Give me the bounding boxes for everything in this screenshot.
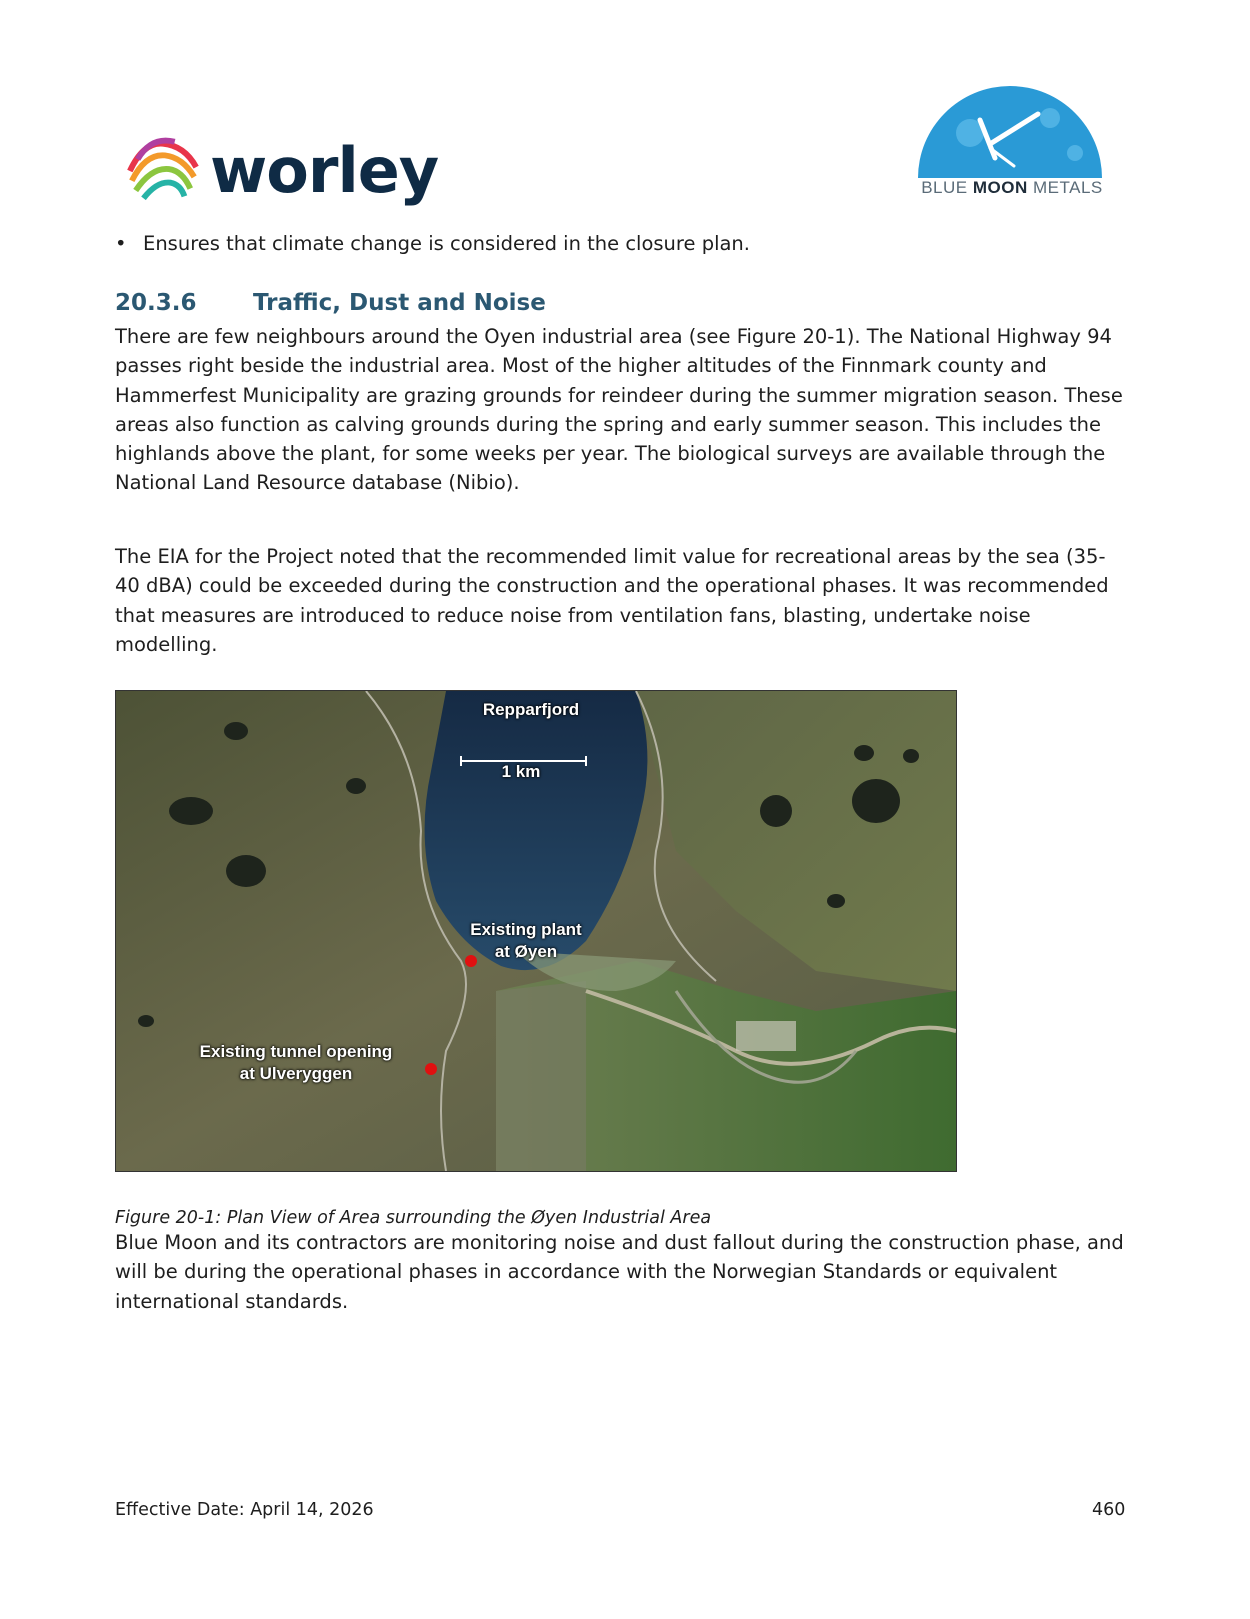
bullet-text: Ensures that climate change is considered in the closure plan. [143,232,750,255]
bullet-marker: • [115,232,127,255]
map-label-tunnel: Existing tunnel opening at Ulveryggen [199,1042,393,1083]
footer-page-number: 460 [1092,1500,1126,1520]
worley-wordmark: worley [210,134,439,207]
worley-logo [124,132,438,210]
paragraph-eia-noise: The EIA for the Project noted that the recommended limit value for recreational areas by the sea (35-40 dBA) could be exceeded during the construction and the operational phases. It was recommended that measures are introduced to reduce noise from ventilation fans, blasting, undertake noise modelling. [115,545,1109,656]
figure-satellite-map [115,690,957,1172]
section-heading [115,290,546,316]
figure-caption: Figure 20-1: Plan View of Area surrounding the Øyen Industrial Area [115,1208,712,1228]
blue-moon-wordmark: BLUE MOON METALS [921,178,1103,197]
bullet-item [115,232,750,255]
section-title: Traffic, Dust and Noise [253,290,546,316]
paragraph-monitoring: Blue Moon and its contractors are monitoring noise and dust fallout during the construction phase, and will be during the operational phases in accordance with the Norwegian Standards or equivalent international standards. [115,1231,1124,1313]
paragraph-neighbours: There are few neighbours around the Oyen industrial area (see Figure 20-1). The National Highway 94 passes right beside the industrial area. Most of the higher altitudes of the Finnmark county and Hammerfest Municipality are grazing grounds for reindeer during the summer migration season. These areas also function as calving grounds during the spring and early summer season. This includes the highlands above the plant, for some weeks per year. The biological surveys are available through the National Land Resource database (Nibio). [115,325,1123,495]
section-number: 20.3.6 [115,290,197,316]
map-label-scale: 1 km [501,762,541,781]
tunnel-marker-icon [425,1063,437,1075]
worley-swirl-icon [124,132,202,210]
footer-effective-date: Effective Date: April 14, 2026 [115,1500,374,1520]
map-label-plant: Existing plant at Øyen [470,920,582,961]
map-label-fjord: Repparfjord [482,700,580,719]
